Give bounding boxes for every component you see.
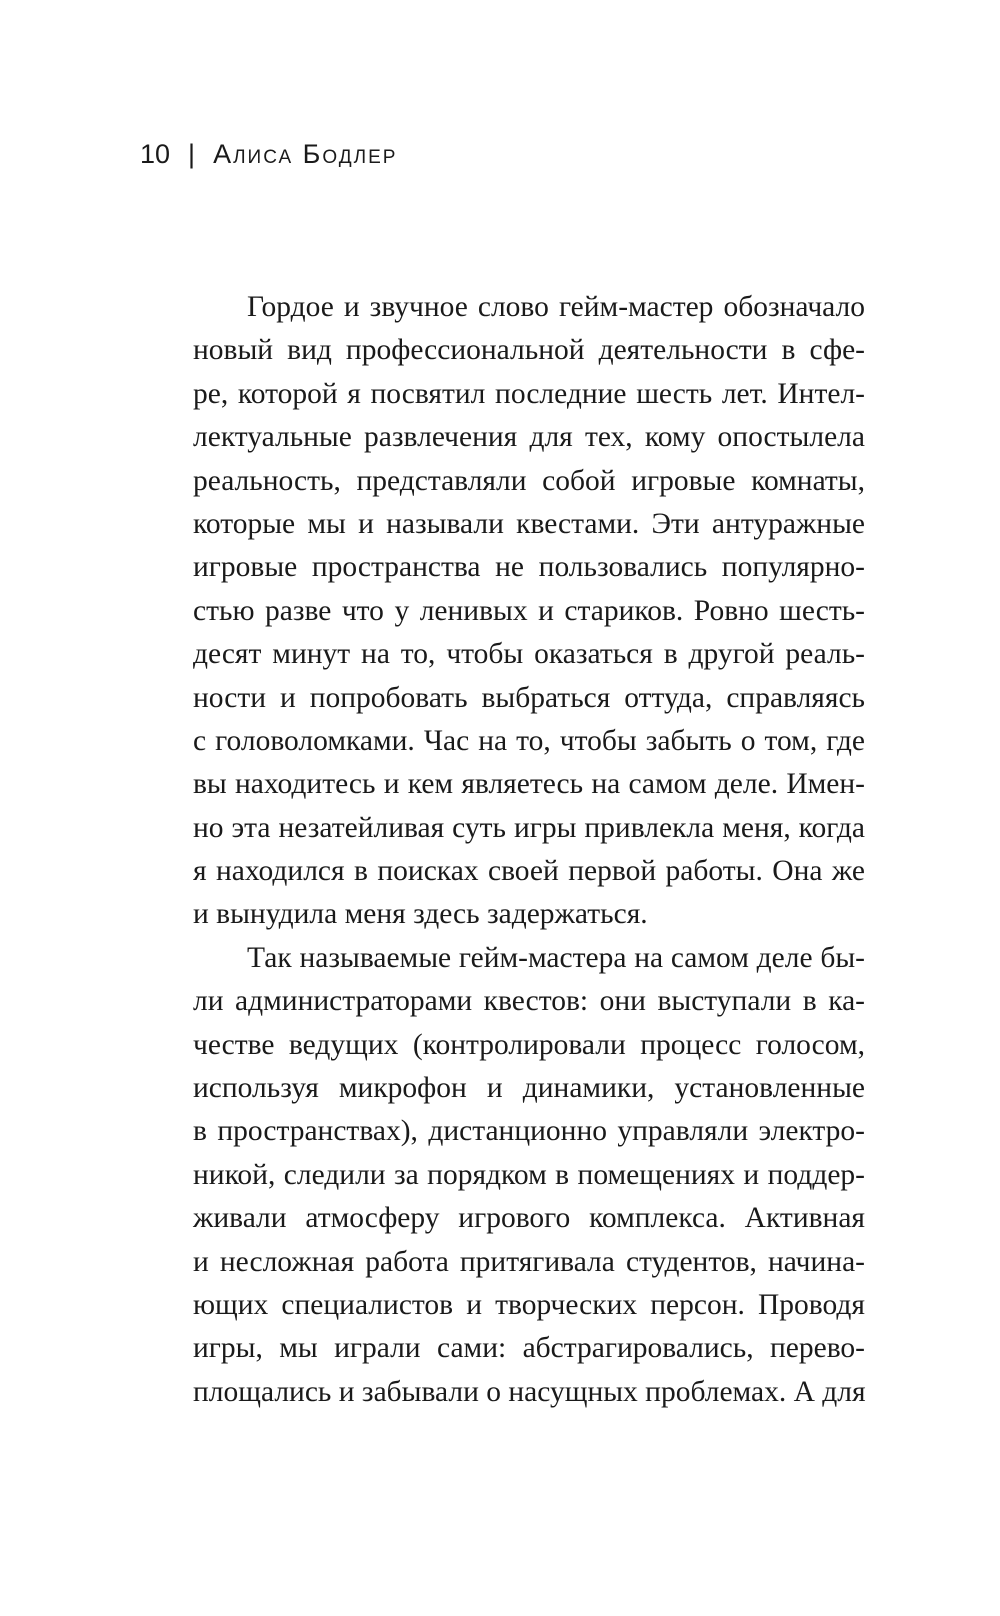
text-line: реальность, представляли собой игровые комнаты, [193,464,865,497]
paragraph-1 [193,286,865,937]
text-line: новый вид профессиональной деятельности в сфе- [193,334,865,367]
text-line: игровые пространства не пользовались популярно- [193,551,865,584]
text-line: и вынудила меня здесь задержаться. [193,898,648,931]
header-separator: | [188,139,196,169]
text-line: живали атмосферу игрового комплекса. Активная [193,1202,865,1235]
text-line: стью разве что у ленивых и стариков. Ровно шесть- [193,594,865,627]
page-number: 10 [140,139,171,169]
running-head [140,136,397,172]
text-line: игры, мы играли сами: абстрагировались, перево- [193,1332,865,1365]
text-line: Так называемые гейм-мастера на самом деле бы- [247,941,865,974]
text-line: и несложная работа притягивала студентов, начина- [193,1245,865,1278]
text-line: десят минут на то, чтобы оказаться в другой реаль- [193,638,865,671]
text-line: ре, которой я посвятил последние шесть лет. Интел- [193,377,865,410]
text-line: Гордое и звучное слово гейм-мастер обозначало [247,291,865,323]
text-line: я находился в поисках своей первой работы. Она же [193,855,865,888]
text-line: вы находитесь и кем являетесь на самом деле. Имен- [193,768,865,801]
text-line: но эта незатейливая суть игры привлекла меня, когда [193,811,865,844]
text-line: которые мы и называли квестами. Эти антуражные [193,507,865,540]
paragraph-2 [193,937,865,1414]
text-line: честве ведущих (контролировали процесс голосом, [193,1028,865,1061]
body-text [193,286,865,1414]
text-line: лектуальные развлечения для тех, кому опостылела [193,421,865,454]
text-line: ности и попробовать выбраться оттуда, справляясь [193,681,865,714]
text-line: ли администраторами квестов: они выступали в ка- [193,985,865,1018]
text-line: никой, следили за порядком в помещениях и поддер- [193,1158,865,1191]
text-line: ющих специалистов и творческих персон. Проводя [193,1288,865,1321]
text-line: в пространствах), дистанционно управляли электро- [193,1115,865,1148]
text-line: используя микрофон и динамики, установленные [193,1072,865,1105]
text-line: площались и забывали о насущных проблемах. А для [193,1375,866,1408]
text-line: с головоломками. Час на то, чтобы забыть о том, где [193,724,865,757]
author-name: Алиса Бодлер [213,139,398,169]
